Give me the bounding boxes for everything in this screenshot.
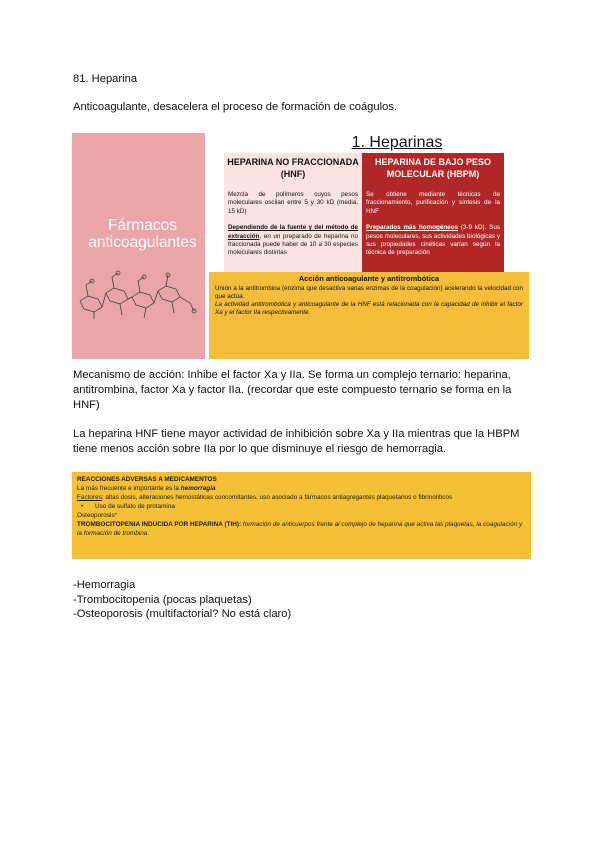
- pink-panel: [72, 133, 205, 359]
- adverse-reactions-box: [72, 472, 531, 559]
- hnf-paragraph-1: Mezcla de polímeros cuyos pesos moleculares oscilan entre 5 y 30 kD (media, 15 kD): [228, 191, 358, 215]
- heparin-molecule-icon: [74, 263, 204, 323]
- adverse-title: REACCIONES ADVERSAS A MEDICAMENTOS: [77, 476, 217, 483]
- tih-label: TROMBOCITOPENIA INDUCIDA POR HEPARINA (TIH):: [77, 521, 242, 528]
- bullet-icon: •: [81, 503, 84, 510]
- adverse-osteo: Osteoporosis*: [77, 512, 118, 519]
- hnf-comparison-paragraph: La heparina HNF tiene mayor actividad de inhibición sobre Xa y IIa mientras que la HBPM tiene menos acción sobre IIa por lo que disminuye el riesgo de hemorragia.: [73, 428, 520, 455]
- list-item: -Hemorragia: [73, 579, 136, 591]
- action-title: Acción anticoagulante y antitrombótica: [298, 274, 440, 283]
- adverse-factors: [77, 493, 526, 502]
- adverse-line-1: [77, 484, 526, 493]
- pink-panel-title: [80, 217, 205, 251]
- heparinas-slide-image: [72, 133, 529, 359]
- list-item: -Trombocitopenia (pocas plaquetas): [73, 593, 252, 606]
- hbpm-underlined-text: Preparados más homogéneos: [366, 224, 459, 232]
- adverse-bullet-item: [77, 502, 526, 511]
- adverse-tih: [77, 520, 526, 538]
- factors-text: : altas dosis, alteraciones hemostáticas concomitantes, uso asociado a fármacos antiagregantes plaquetarios o fibrinolíticos: [101, 494, 453, 501]
- slide-title: [272, 134, 522, 152]
- hbpm-paragraph-1: Se obtiene mediante técnicas de fraccionamiento, purificación y síntesis de la HNF: [366, 191, 500, 215]
- hnf-paragraph-2: [228, 221, 358, 258]
- adverse-hemorragia: hemorragia: [180, 485, 216, 492]
- action-box: [209, 272, 529, 359]
- intro-paragraph: Anticoagulante, desacelera el proceso de formación de coágulos.: [73, 101, 398, 113]
- section-heading: 81. Heparina: [73, 73, 138, 85]
- mechanism-paragraph: Mecanismo de acción: Inhibe el factor Xa y IIa. Se forma un complejo ternario: heparina, antitrombina, factor Xa y factor IIa. (recordar que este compuesto ternario se forma en la HNF): [73, 369, 512, 411]
- hbpm-paragraph-2-rest: (3-9 kD). Sus pesos moleculares, sus actividades biológicas y sus propiedades cinéticas varían según la técnica de preparación: [366, 224, 501, 257]
- hbpm-body: [362, 188, 504, 284]
- factors-label: Factores: [77, 494, 102, 501]
- tih-text: formación de anticuerpos frente al complejo de heparina que activa las plaquetas, la coagulación y la formación de trombina.: [77, 521, 523, 537]
- effects-list: [73, 578, 291, 622]
- action-line-2: La actividad antitrombótica y anticoagulante de la HNF está relacionada con la capacidad de inhibir el factor Xa y el factor IIa respectivamente.: [215, 301, 523, 316]
- action-line-1: Unión a la antitrombina (enzima que desactiva varias enzimas de la coagulación) acelerando la velocidad con que actúa.: [215, 285, 523, 300]
- hnf-underlined-text: Dependiendo de la fuente y del método de extracción: [228, 224, 358, 240]
- adverse-line-1-text: La más frecuente e importante es la: [77, 485, 181, 492]
- hbpm-paragraph-2: [366, 221, 500, 258]
- hnf-paragraph-2-rest: , en un preparado de heparina no fraccionada puede haber de 10 a 30 especies moleculares distintas: [228, 232, 358, 257]
- slide-title-text: 1. Heparinas: [351, 134, 443, 151]
- hbpm-header: HEPARINA DE BAJO PESO MOLECULAR (HBPM): [362, 153, 504, 188]
- list-item: -Osteoporosis (multifactorial? No está claro): [73, 608, 292, 620]
- hnf-header: HEPARINA NO FRACCIONADA (HNF): [224, 153, 362, 188]
- hnf-body: [224, 188, 362, 284]
- bullet-text: Uso de sulfato de protamina: [95, 503, 175, 510]
- pink-title-line-1: Fármacos: [108, 217, 177, 234]
- pink-title-line-2: anticoagulantes: [88, 234, 197, 251]
